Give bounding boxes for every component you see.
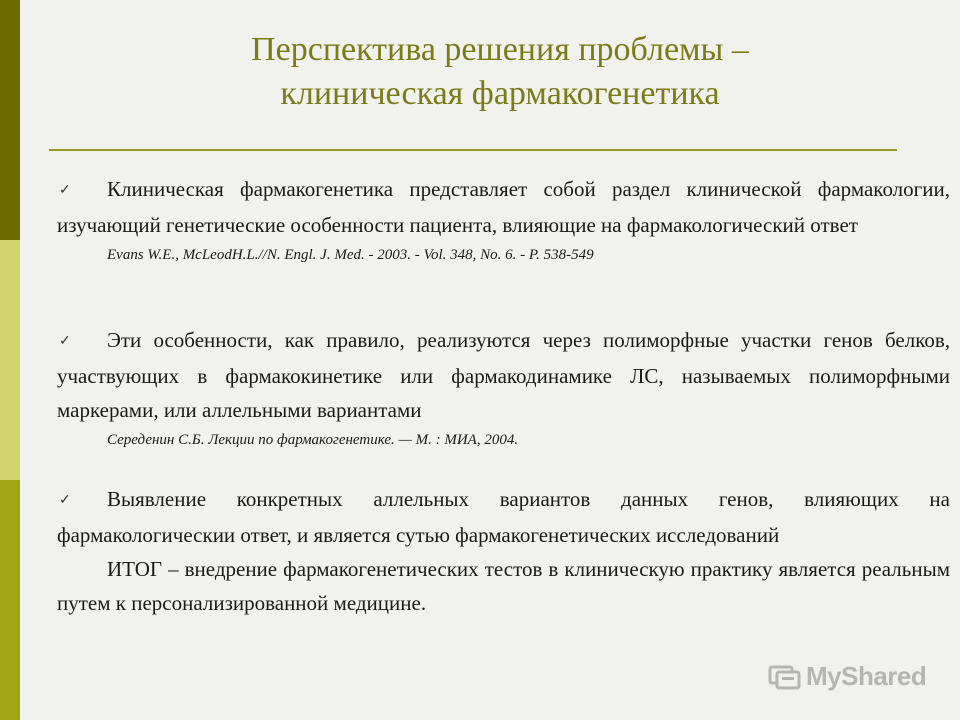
side-stripe-dark xyxy=(0,0,20,240)
checkmark-icon: ✓ xyxy=(59,493,71,508)
bullet-item-2 xyxy=(57,323,950,451)
bullet-text: Выявление конкретных аллельных вариантов данных генов, влияющих на фармакологическии ответ, и является сутью фармакогенетических исследований xyxy=(57,487,950,547)
bullet-item-3 xyxy=(57,482,950,620)
checkmark-icon: ✓ xyxy=(59,183,71,198)
side-stripe-light xyxy=(0,240,20,480)
title-line-1: Перспектива решения проблемы – xyxy=(251,31,749,68)
bullet-text: Эти особенности, как правило, реализуются через полиморфные участки генов белков, участвующих в фармакокинетике или фармакодинамике ЛС, называемых полиморфными маркерами, или аллельными вариантами xyxy=(57,328,950,422)
title-line-2: клиническая фармакогенетика xyxy=(280,75,720,112)
myshared-watermark xyxy=(768,660,926,692)
slide-title xyxy=(60,28,940,116)
watermark-text: MyShared xyxy=(806,660,927,691)
citation: Evans W.E., McLeodH.L.//N. Engl. J. Med. - 2003. - Vol. 348, No. 6. - P. 538-549 xyxy=(107,247,594,263)
citation: Середенин С.Б. Лекции по фармакогенетике. — М. : МИА, 2004. xyxy=(107,432,519,448)
bullet-text: Клиническая фармакогенетика представляет собой раздел клинической фармакологии, изучающий генетические особенности пациента, влияющие на фармакологический ответ xyxy=(57,177,950,237)
checkmark-icon: ✓ xyxy=(59,334,71,349)
myshared-logo-icon xyxy=(768,661,802,691)
conclusion-text: ИТОГ – внедрение фармакогенетических тестов в клиническую практику является реальным путем к персонализированной медицине. xyxy=(57,557,950,615)
title-divider xyxy=(49,149,897,151)
bullet-item-1 xyxy=(57,172,950,266)
side-stripe-mid xyxy=(0,480,20,720)
